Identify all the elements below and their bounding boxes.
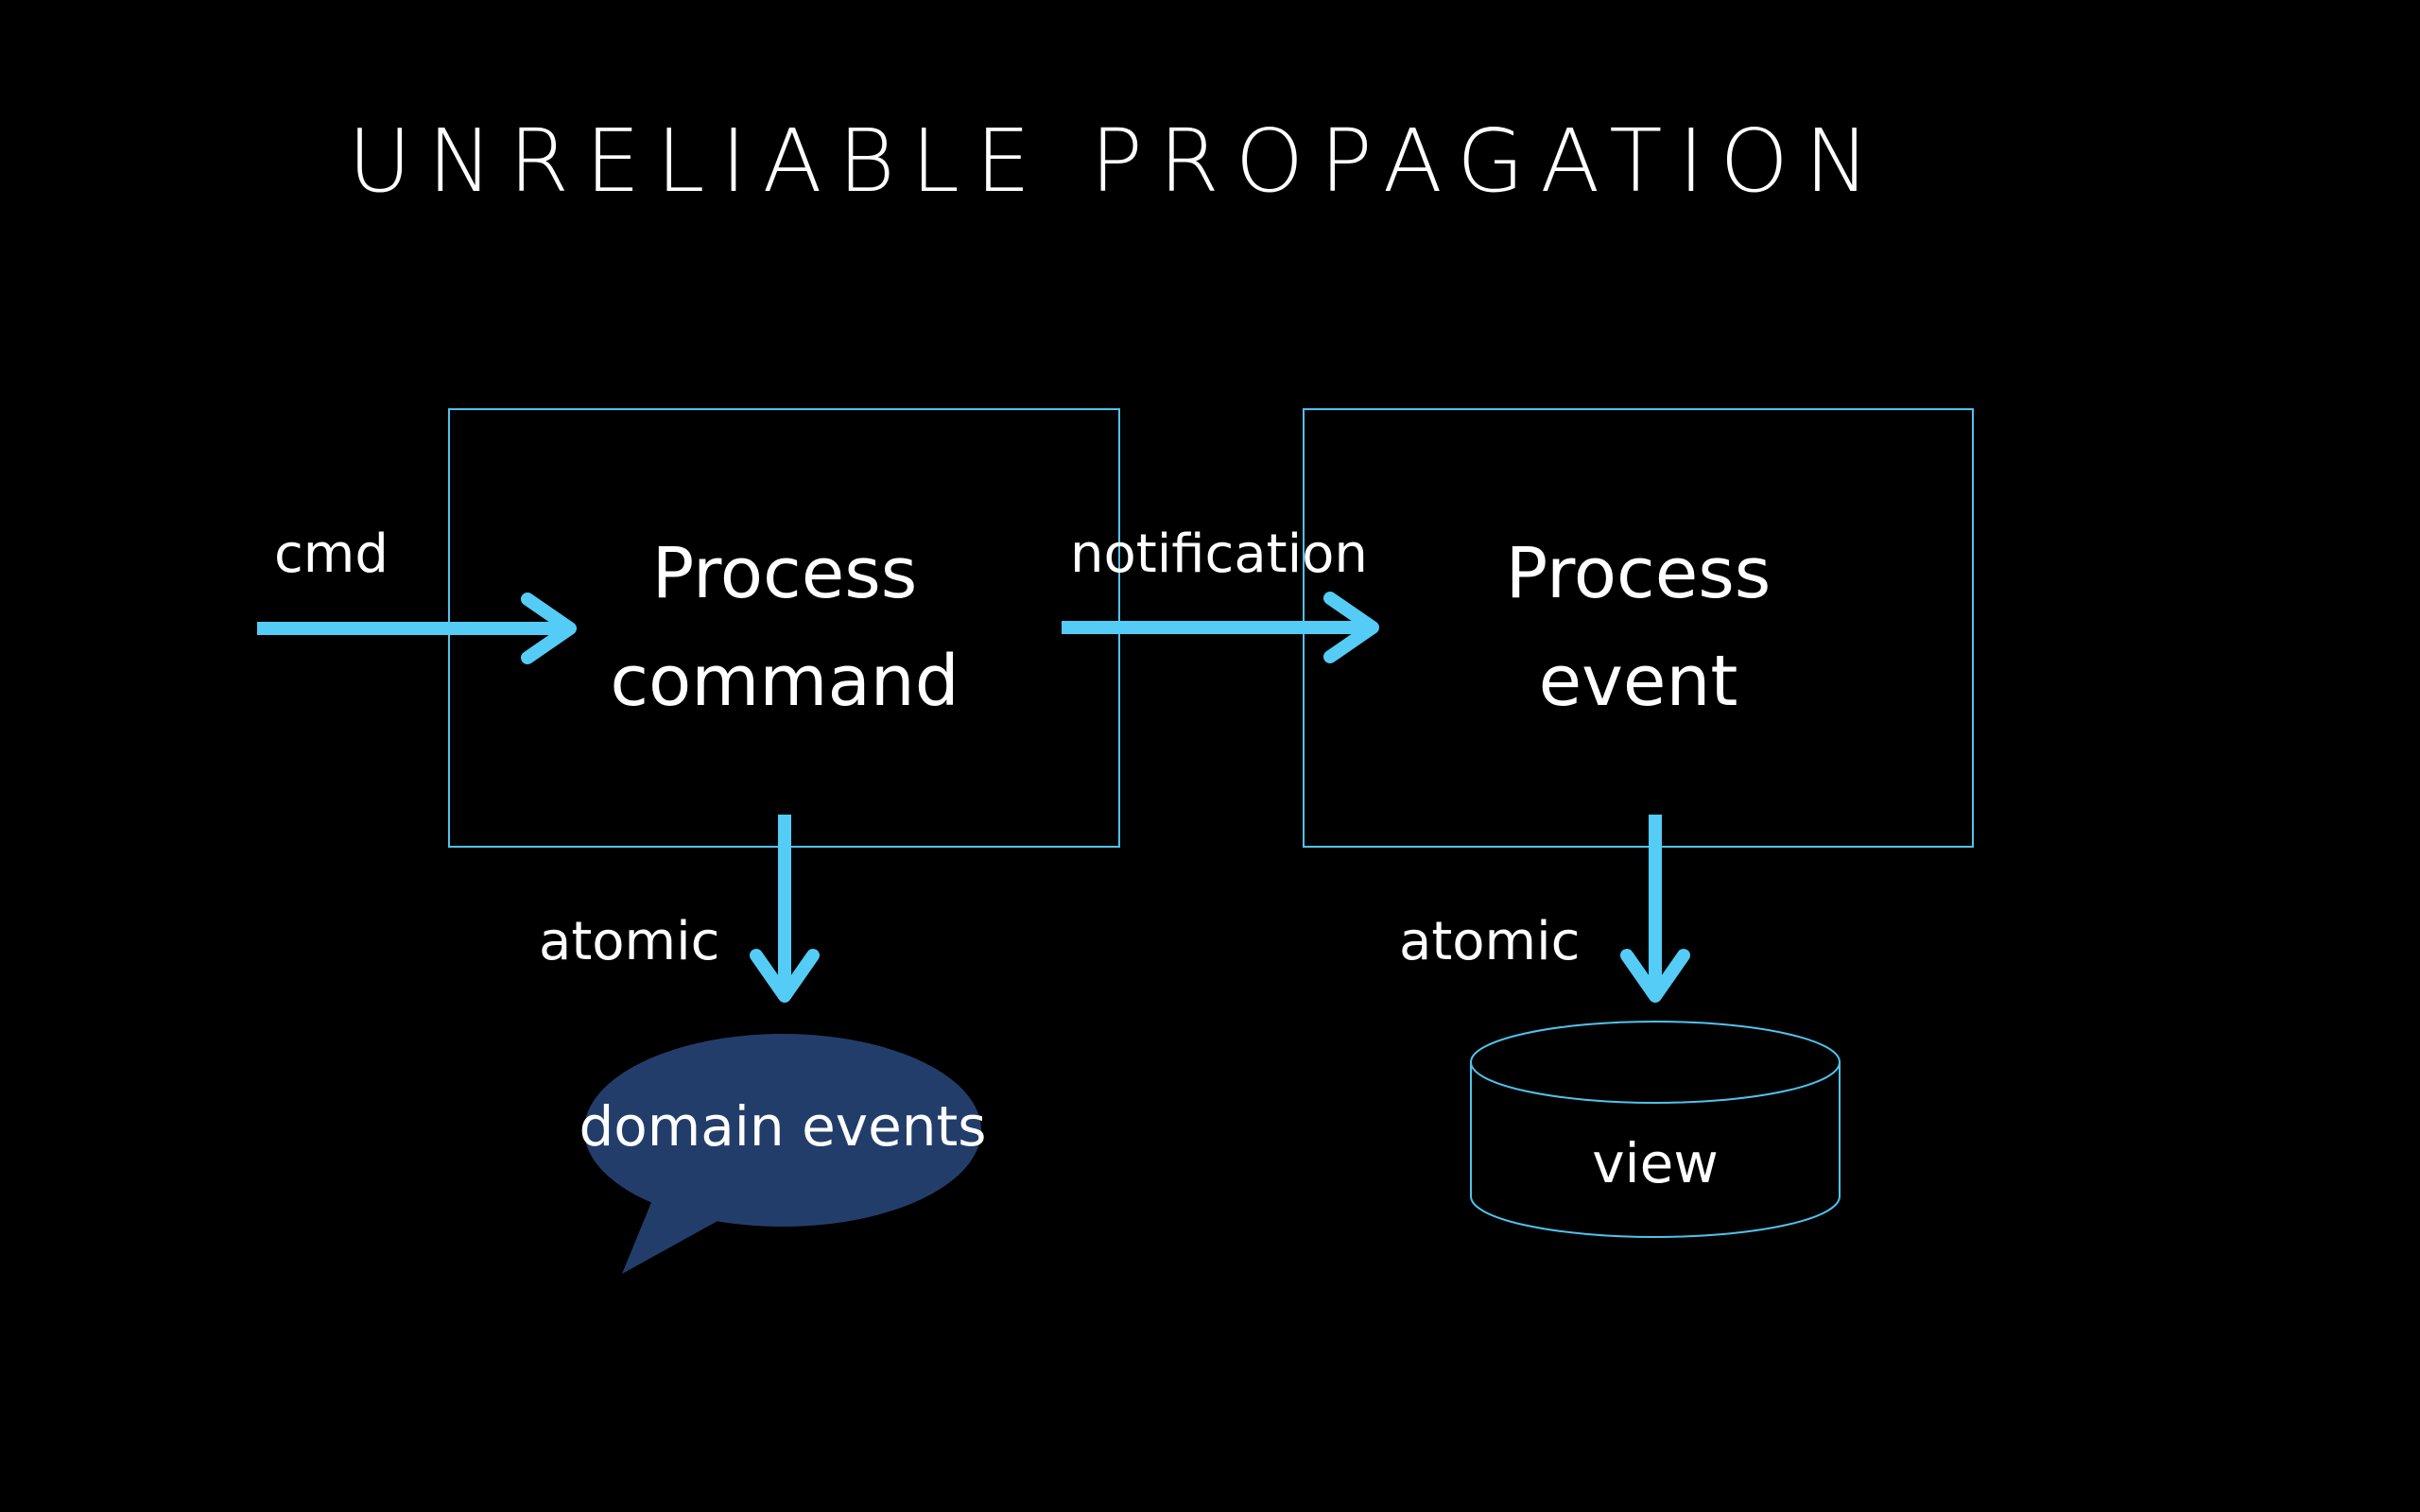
atomic-label-right: atomic: [1399, 911, 1581, 972]
view-label: view: [1592, 1131, 1719, 1195]
atomic-label-left: atomic: [539, 911, 720, 972]
cmd-label: cmd: [274, 524, 389, 585]
slide-title: UNRELIABLE PROPAGATION: [348, 111, 1886, 212]
process-command-label-line1: Process: [651, 533, 918, 614]
process-event-label-line1: Process: [1505, 533, 1772, 614]
process-command-label-line2: command: [610, 641, 959, 722]
process-event-label-line2: event: [1538, 641, 1738, 722]
notification-label: notification: [1070, 524, 1368, 585]
domain-events-label: domain events: [579, 1094, 987, 1159]
